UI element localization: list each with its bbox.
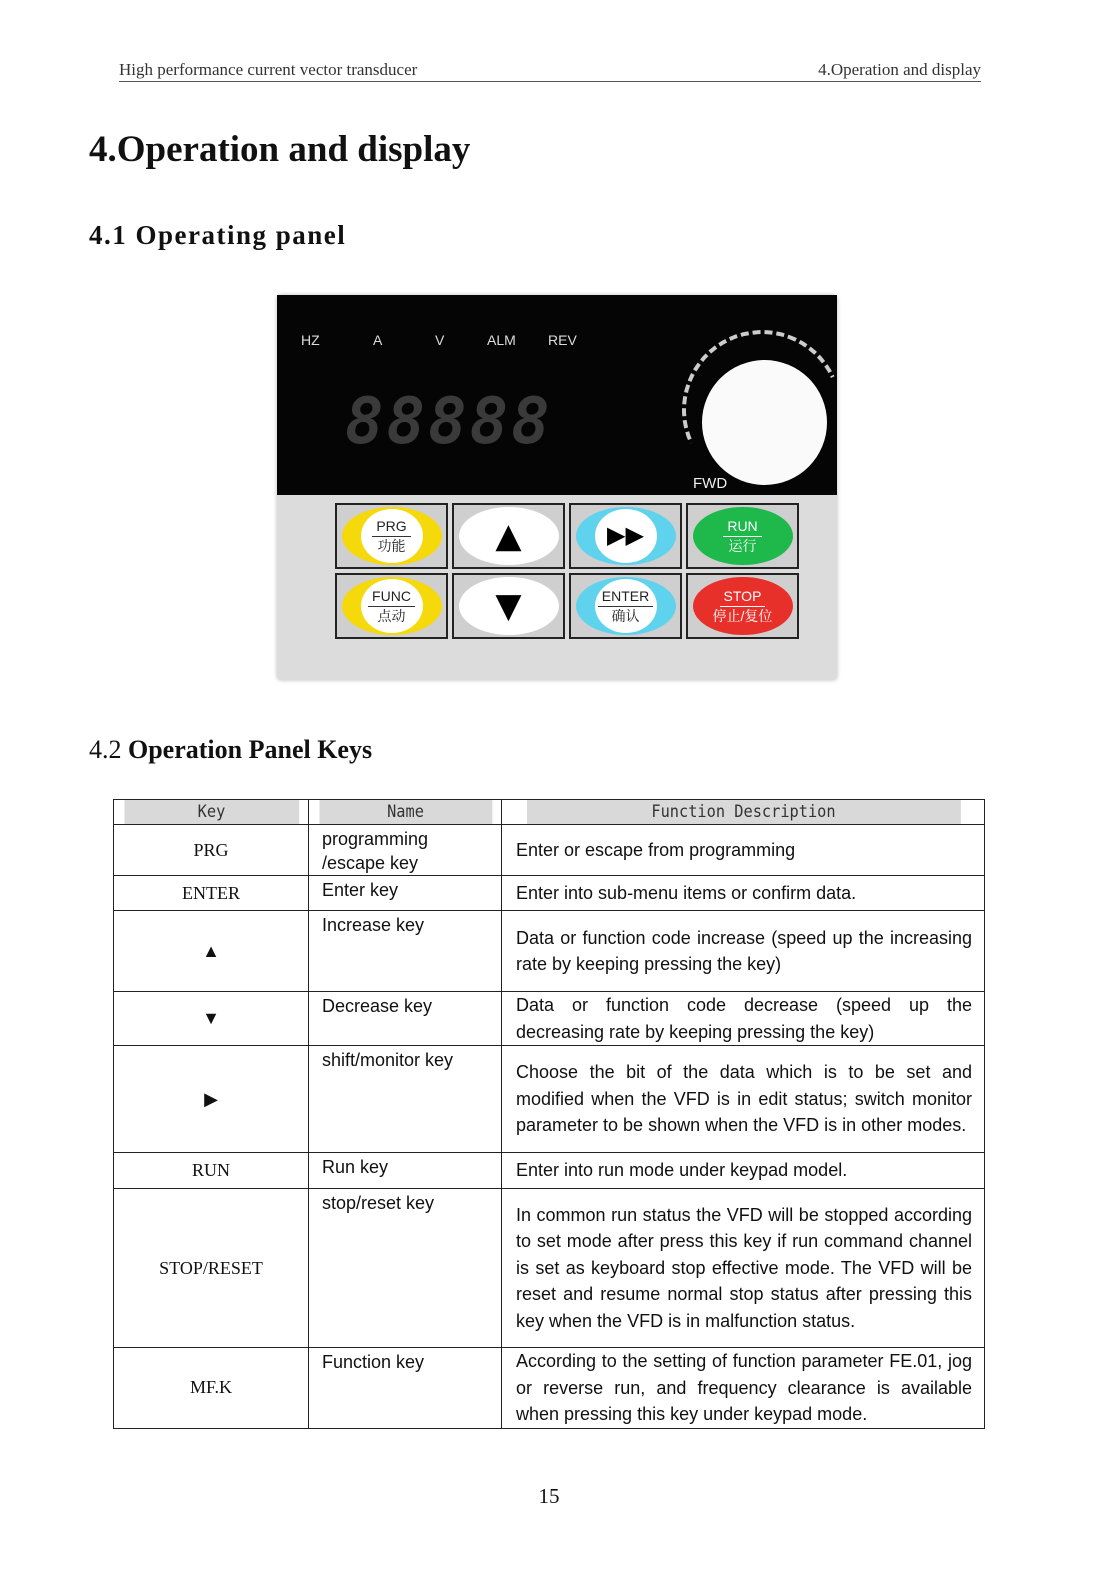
key-label: ENTER: [598, 587, 653, 606]
table-row: [114, 1153, 985, 1189]
key-prg: [335, 503, 448, 569]
key-cell: ENTER: [114, 876, 309, 911]
col-description: Function Description: [526, 800, 961, 825]
key-shift: [569, 503, 682, 569]
key-label: PRG: [372, 517, 410, 536]
key-cell: ▼: [114, 992, 309, 1046]
down-arrow-icon: ▼: [495, 586, 522, 626]
key-up: [452, 503, 565, 569]
description-cell: Enter or escape from programming: [502, 825, 985, 876]
header-right: 4.Operation and display: [818, 60, 981, 79]
led-display: 88888: [345, 385, 553, 459]
key-label-cn: 运行: [728, 537, 757, 554]
key-cell: ▶: [114, 1046, 309, 1153]
operating-panel-image: [265, 290, 845, 690]
page-number: 15: [538, 1484, 560, 1508]
indicator-a: A: [373, 332, 383, 348]
indicator-v: V: [435, 332, 445, 348]
table-row: [114, 1189, 985, 1348]
header-left: High performance current vector transducer: [119, 60, 418, 79]
key-cell: ▲: [114, 911, 309, 992]
name-cell: Enter key: [309, 876, 502, 911]
section-heading-operating-panel: 4.1 Operating panel: [89, 220, 347, 250]
description-cell: Enter into run mode under keypad model.: [502, 1153, 985, 1189]
key-label: STOP: [720, 587, 766, 606]
description-cell: Data or function code decrease (speed up the decreasing rate by keeping pressing the key): [502, 992, 985, 1046]
fast-forward-icon: ▶▶: [607, 521, 644, 550]
key-cell: STOP/RESET: [114, 1189, 309, 1348]
key-label-cn: 点动: [377, 607, 406, 624]
indicator-hz: HZ: [301, 332, 320, 348]
panel-screen: [277, 295, 837, 495]
indicator-alm: ALM: [487, 332, 516, 348]
key-label: RUN: [723, 517, 761, 536]
up-arrow-icon: ▲: [495, 516, 522, 556]
table-row: [114, 911, 985, 992]
potentiometer-knob: [702, 360, 827, 485]
section-number: 4.2: [89, 735, 122, 764]
section-title: Operation Panel Keys: [128, 735, 373, 764]
key-label: FUNC: [368, 587, 415, 606]
table-row: [114, 1348, 985, 1429]
key-cell: MF.K: [114, 1348, 309, 1429]
key-label-cn: 功能: [377, 537, 406, 554]
section-heading-panel-keys: [89, 735, 372, 765]
indicator-fwd: FWD: [693, 475, 728, 492]
name-cell: Run key: [309, 1153, 502, 1189]
name-cell: Increase key: [309, 911, 502, 992]
key-label-cn: 确认: [611, 607, 640, 624]
table-row: [114, 825, 985, 876]
table-row: [114, 992, 985, 1046]
key-run: [686, 503, 799, 569]
table-row: [114, 1046, 985, 1153]
key-enter: [569, 573, 682, 639]
keys-table: [113, 799, 985, 1429]
description-cell: Data or function code increase (speed up the increasing rate by keeping pressing the key): [502, 911, 985, 992]
col-key: Key: [123, 800, 299, 825]
key-stop: [686, 573, 799, 639]
name-cell: shift/monitor key: [309, 1046, 502, 1153]
keypad: [335, 503, 799, 639]
name-cell: Function key: [309, 1348, 502, 1429]
table-row: [114, 876, 985, 911]
col-name: Name: [318, 800, 492, 825]
description-cell: Enter into sub-menu items or confirm data.: [502, 876, 985, 911]
page-title: 4.Operation and display: [89, 129, 471, 170]
key-cell: RUN: [114, 1153, 309, 1189]
key-cell: PRG: [114, 825, 309, 876]
description-cell: Choose the bit of the data which is to be set and modified when the VFD is in edit status; switch monitor parameter to be shown when the VFD is in other modes.: [502, 1046, 985, 1153]
name-cell: programming /escape key: [309, 825, 502, 876]
name-cell: stop/reset key: [309, 1189, 502, 1348]
name-cell: Decrease key: [309, 992, 502, 1046]
key-func: [335, 573, 448, 639]
indicator-rev: REV: [548, 332, 577, 348]
key-label-cn: 停止/复位: [712, 607, 773, 624]
key-down: [452, 573, 565, 639]
page-header: [119, 60, 981, 82]
description-cell: According to the setting of function parameter FE.01, jog or reverse run, and frequency clearance is available when pressing this key under keypad mode.: [502, 1348, 985, 1429]
description-cell: In common run status the VFD will be stopped according to set mode after press this key if run command channel is set as keyboard stop effective mode. The VFD will be reset and resume normal stop status after pressing this key when the VFD is in malfunction status.: [502, 1189, 985, 1348]
